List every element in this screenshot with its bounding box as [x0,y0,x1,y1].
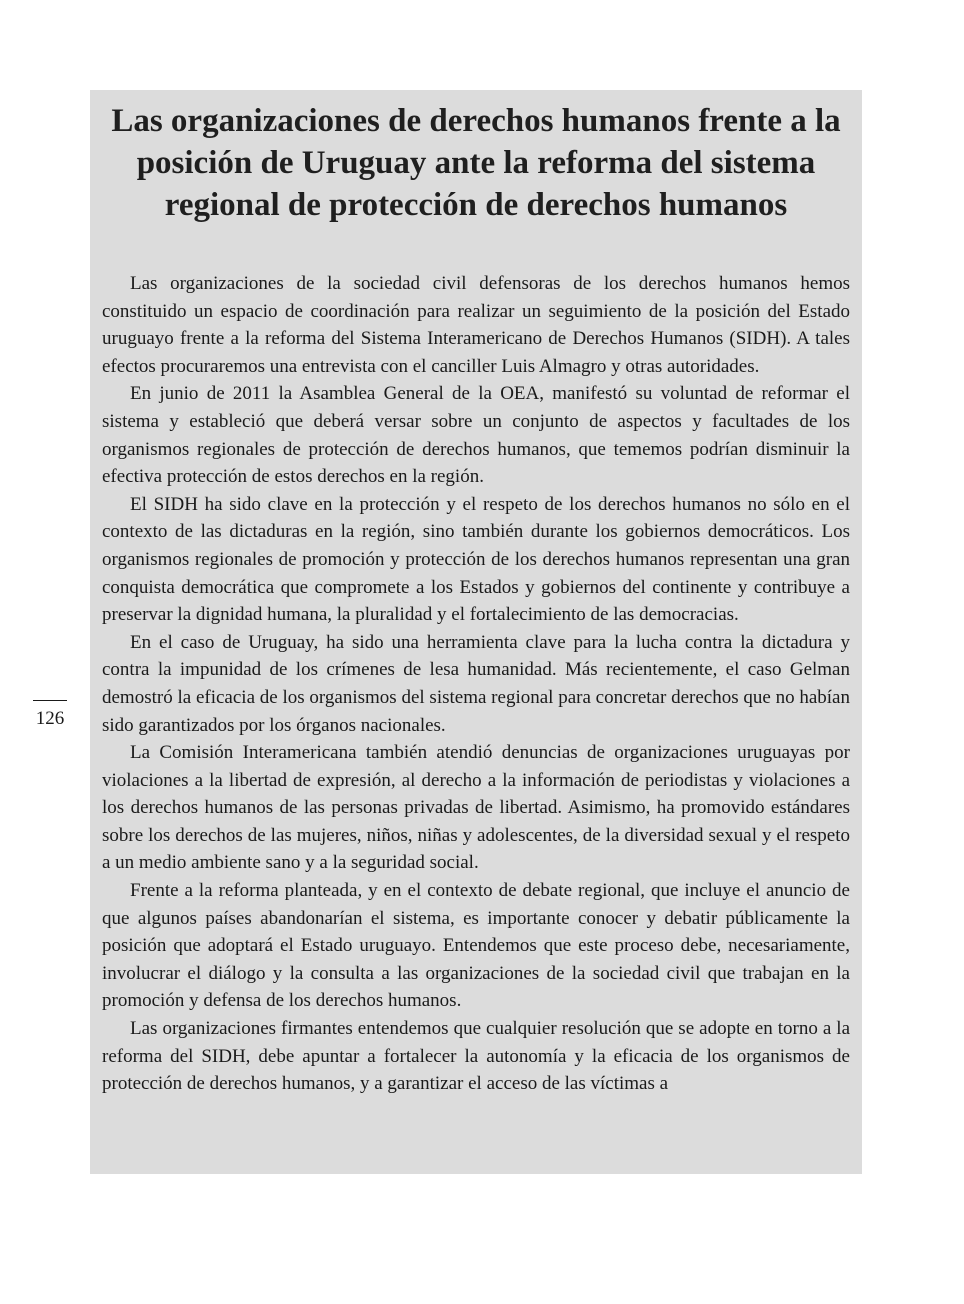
paragraph-5: La Comisión Interamericana también atendió denuncias de organizaciones uruguayas por violaciones a la libertad de expresión, al derecho a la información de periodistas y violaciones a los derechos humanos de las personas privadas de libertad. Asimismo, ha promovido estándares sobre los derechos de las mujeres, niños, niñas y adolescentes, de la diversidad sexual y el respeto a un medio ambiente sano y a la seguridad social. [102,742,850,874]
paragraph-3: El SIDH ha sido clave en la protección y el respeto de los derechos humanos no sólo en el contexto de las dictaduras en la región, sino también durante los gobiernos democráticos. Los organismos regionales de promoción y protección de los derechos humanos representan una gran conquista democrática que compromete a los Estados y gobiernos del continente y contribuye a preservar la dignidad humana, la pluralidad y el fortalecimiento de las democracias. [102,493,850,626]
paragraph-6: Frente a la reforma planteada, y en el contexto de debate regional, que incluye el anuncio de que algunos países abandonarían el sistema, es importante conocer y debatir públicamente la posición que adoptará el Estado uruguayo. Entendemos que este proceso debe, necesariamente, involucrar el diálogo y la consulta a las organizaciones de la sociedad civil que trabajan en la promoción y defensa de los derechos humanos. [102,880,850,1012]
paragraph-1: Las organizaciones de la sociedad civil defensoras de los derechos humanos hemos constituido un espacio de coordinación para realizar un seguimiento de la posición del Estado uruguayo frente a la reforma del Sistema Interamericano de Derechos Humanos (SIDH). A tales efectos procuraremos una entrevista con el canciller Luis Almagro y otras autoridades. [102,273,850,377]
highlighted-article-box [90,90,862,1174]
paragraph-2: En junio de 2011 la Asamblea General de la OEA, manifestó su voluntad de reformar el sistema y estableció que deberá versar sobre un conjunto de aspectos y facultades de los organismos regionales de protección de derechos humanos, que tememos podrían disminuir la efectiva protección de estos derechos en la región. [102,383,850,488]
paragraph-4: En el caso de Uruguay, ha sido una herramienta clave para la lucha contra la dictadura y contra la impunidad de los crímenes de lesa humanidad. Más recientemente, el caso Gelman demostró la eficacia de los organismos del sistema regional para concretar derechos que no habían sido garantizados por los órganos nacionales. [102,631,850,736]
page-number: 126 [33,700,67,730]
paragraph-7: Las organizaciones firmantes entendemos que cualquier resolución que se adopte en torno a la reforma del SIDH, debe apuntar a fortalecer la autonomía y la eficacia de los organismos de protección de derechos humanos, y a garantizar el acceso de las víctimas a [102,1018,850,1095]
article-body [102,270,850,1098]
article-title: Las organizaciones de derechos humanos frente a la posición de Uruguay ante la reforma del sistema regional de protección de derechos humanos [111,103,841,223]
